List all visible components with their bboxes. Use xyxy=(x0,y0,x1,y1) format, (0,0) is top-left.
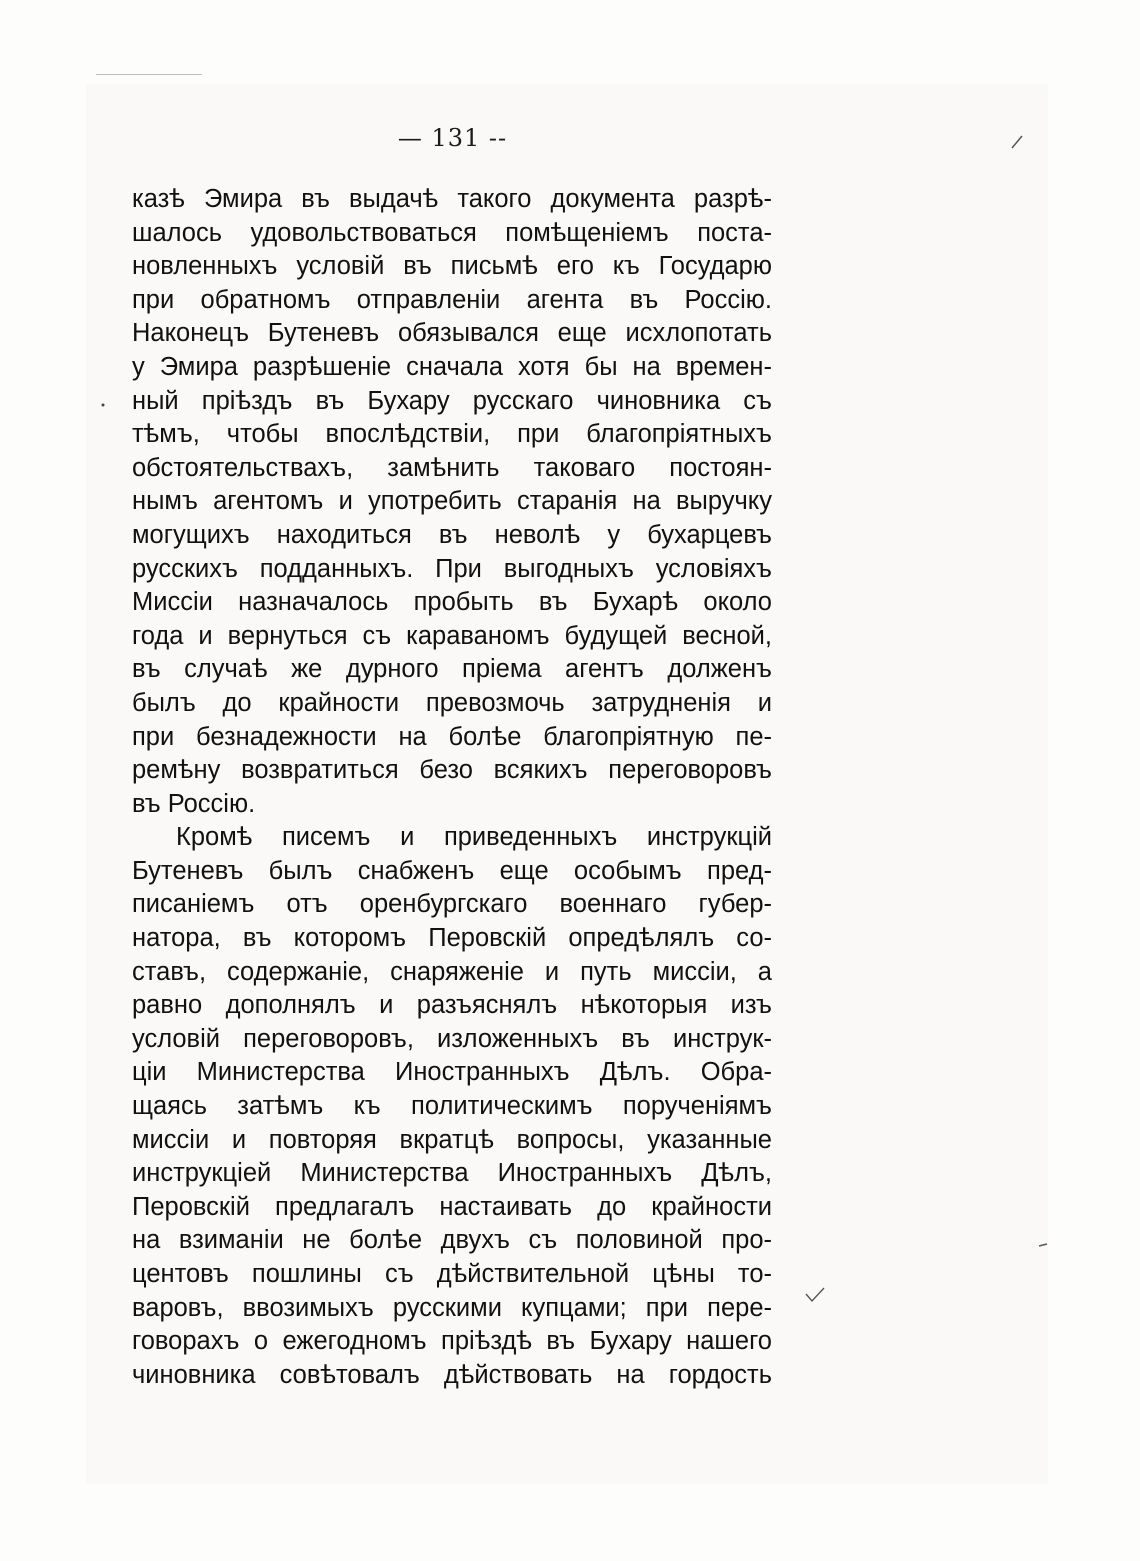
paragraph-1 xyxy=(132,183,772,821)
text-line: могущихъ находиться въ неволѣ у бухарцевъ xyxy=(132,520,772,549)
pencil-check-mark-icon xyxy=(804,1286,826,1304)
text-line: миссіи и повторяя вкратцѣ вопросы, указанные xyxy=(132,1125,772,1154)
text-line: ціи Министерства Иностранныхъ Дѣлъ. Обра- xyxy=(132,1058,772,1087)
text-line: нымъ агентомъ и употребить старанія на выручку xyxy=(132,487,772,516)
text-line: Перовскій предлагалъ настаивать до крайности xyxy=(132,1192,772,1221)
text-line: ремѣну возвратиться безо всякихъ переговоровъ xyxy=(132,756,772,785)
text-line: при обратномъ отправленіи агента въ Россію. xyxy=(132,285,772,314)
page-number: — 131 -- xyxy=(397,124,508,152)
text-line: говорахъ о ежегодномъ пріѣздѣ въ Бухару нашего xyxy=(132,1327,772,1356)
text-line: чиновника совѣтовалъ дѣйствовать на гордость xyxy=(132,1360,772,1389)
text-line: Миссіи назначалось пробыть въ Бухарѣ около xyxy=(132,588,772,617)
text-line: тѣмъ, чтобы впослѣдствіи, при благопріятныхъ xyxy=(132,420,772,449)
text-line: на взиманіи не болѣе двухъ съ половиной про- xyxy=(132,1226,772,1255)
text-line: казѣ Эмира въ выдачѣ такого документа разрѣ- xyxy=(132,185,772,213)
body-text xyxy=(132,183,772,1392)
text-line: въ Россію. xyxy=(132,789,256,818)
paragraph-2 xyxy=(132,821,772,1392)
pencil-tick-mark-icon xyxy=(1010,134,1024,150)
text-line: новленныхъ условій въ письмѣ его къ Государю xyxy=(132,252,772,281)
text-line: въ случаѣ же дурного пріема агентъ долженъ xyxy=(132,655,772,684)
text-line: центовъ пошлины съ дѣйствительной цѣны то- xyxy=(132,1260,772,1288)
text-line: Наконецъ Бутеневъ обязывался еще исхлопотать xyxy=(132,319,772,348)
text-line: года и вернуться съ караваномъ будущей весной, xyxy=(132,621,772,650)
ink-dot-icon xyxy=(100,402,106,408)
text-line: равно дополнялъ и разъяснялъ нѣкоторыя изъ xyxy=(132,991,772,1020)
text-line: натора, въ которомъ Перовскій опредѣлялъ со- xyxy=(132,924,772,953)
text-line: писаніемъ отъ оренбургскаго военнаго губер- xyxy=(132,890,772,919)
text-line: при безнадежности на болѣе благопріятную пе- xyxy=(132,722,772,751)
text-line: ный пріѣздъ въ Бухару русскаго чиновника съ xyxy=(132,386,772,415)
text-line: варовъ, ввозимыхъ русскими купцами; при пере- xyxy=(132,1293,772,1322)
text-line: Бутеневъ былъ снабженъ еще особымъ пред- xyxy=(132,856,772,885)
scan-artifact-line xyxy=(96,74,202,75)
text-line: у Эмира разрѣшеніе сначала хотя бы на времен- xyxy=(132,352,772,381)
text-line: ставъ, содержаніе, снаряженіе и путь миссіи, а xyxy=(132,957,772,986)
text-line: обстоятельствахъ, замѣнить таковаго постоян- xyxy=(132,453,772,482)
text-line: русскихъ подданныхъ. При выгодныхъ условіяхъ xyxy=(132,554,772,583)
text-line: щаясь затѣмъ къ политическимъ порученіямъ xyxy=(132,1092,772,1121)
text-line: шалось удовольствоваться помѣщеніемъ поста- xyxy=(132,218,772,247)
text-line: инструкціей Министерства Иностранныхъ Дѣлъ, xyxy=(132,1159,772,1188)
text-line: Кромѣ писемъ и приведенныхъ инструкцій xyxy=(176,823,772,852)
text-line: былъ до крайности превозмочь затрудненія и xyxy=(132,688,772,717)
pencil-dash-mark-icon xyxy=(1038,1242,1048,1248)
text-line: условій переговоровъ, изложенныхъ въ инструк- xyxy=(132,1024,772,1053)
